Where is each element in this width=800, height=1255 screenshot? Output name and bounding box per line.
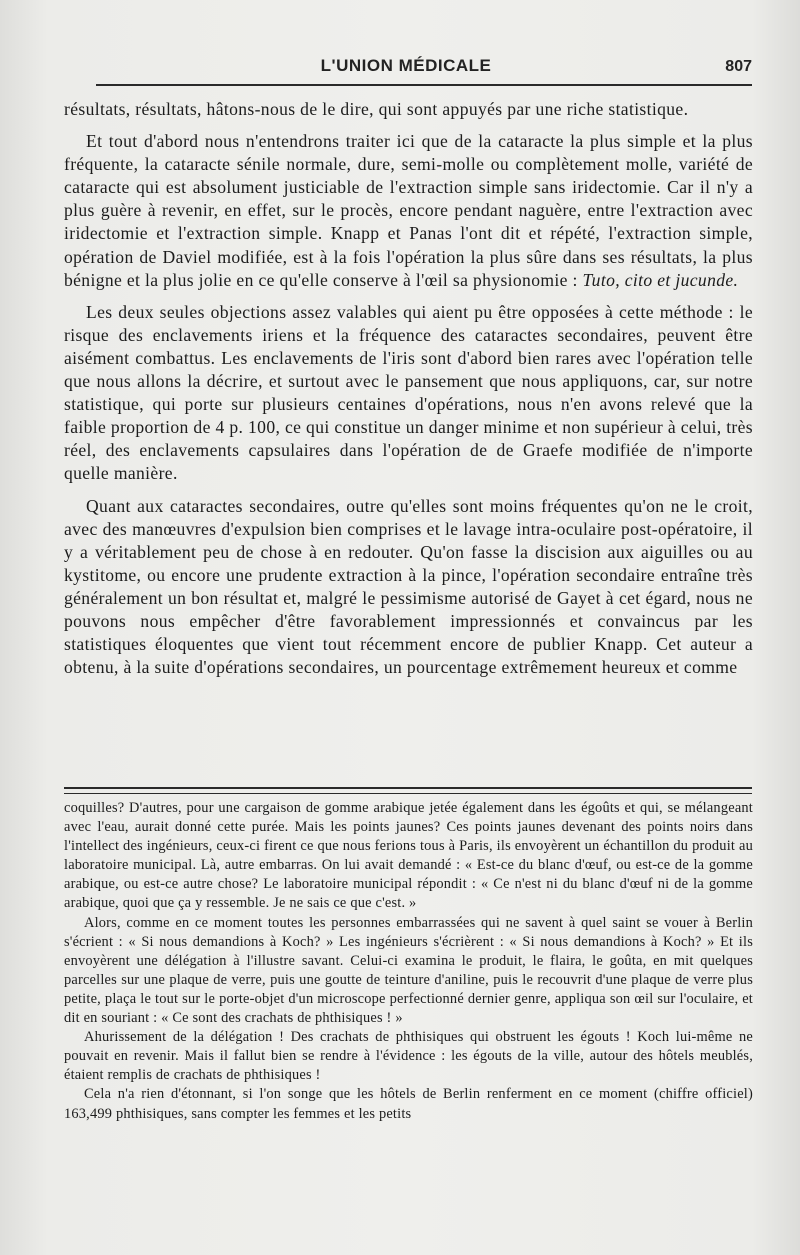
footnote-paragraph: Alors, comme en ce moment toutes les personnes embarrassées qui ne savent à quel saint se vouer à Berlin s'écrient : « Si nous demandions à Koch? » Les ingénieurs s'écrièrent : « Si nous demandions à Koch? » Et ils envoyèrent une délégation à l'illustre savant. Celui-ci examina le produit, le flaira, le goûta, en mit quelques parcelles sur une plaque de verre, puis une goutte de teinture d'aniline, puis le recouvrit d'une plaque de verre plus petite, plaça le tout sur le porte-objet d'un microscope perfectionné dernier genre, appliqua son œil sur l'oculaire, et dit en souriant : « Ce sont des crachats de phthisiques ! » [64,914,753,1027]
footnote-paragraph: Ahurissement de la délégation ! Des crachats de phthisiques qui obstruent les égouts ! Koch lui-même ne pouvait en revenir. Mais il fallut bien se rendre à l'évidence : les égouts de la ville, autour des hôtels meublés, étaient remplis de crachats de phthisiques ! [64,1029,753,1084]
main-text [64,98,753,679]
paragraph: Les deux seules objections assez valables qui aient pu être opposées à cette méthode : le risque des enclavements iriens et la fréquence des cataractes secondaires, peuvent être aisément combattus. Les enclavements de l'iris sont d'abord bien rares avec l'opération telle que nous allons la décrire, et surtout avec le pansement que nous appliquons, car, sur notre statistique, qui porte sur plusieurs centaines d'opérations, nous n'en avons relevé que la faible proportion de 4 p. 100, ce qui constitue un danger minime et non supérieur à celui, très réel, des enclavements capsulaires dans l'opération de de Graefe modifiée de n'importe quelle manière. [64,301,753,484]
paragraph: résultats, résultats, hâtons-nous de le dire, qui sont appuyés par une riche statistique. [64,99,689,119]
paragraph [64,130,753,292]
running-header [60,56,752,86]
footnote [64,799,753,1124]
header-rule [96,84,752,86]
footnote-separator [64,787,752,794]
paragraph: Quant aux cataractes secondaires, outre qu'elles sont moins fréquentes qu'on ne le croit, avec des manœuvres d'expulsion bien comprises et le lavage intra-oculaire post-opératoire, il y a véritablement peu de chose à en redouter. Qu'on fasse la discision aux aiguilles ou au kystitome, ou encore une prudente extraction à la pince, l'opération secondaire entraîne très généralement un bon résultat et, malgré le pessimisme autorisé de Gayet à cet égard, nous ne pouvons nous empêcher d'être favorablement impressionnés et convaincus par les statistiques éloquentes que vient tout récemment encore de publier Knapp. Cet auteur a obtenu, à la suite d'opérations secondaires, un pourcentage extrêmement heureux et comme [64,495,753,678]
footnote-paragraph: Cela n'a rien d'étonnant, si l'on songe que les hôtels de Berlin renferment en ce moment (chiffre officiel) 163,499 phthisiques, sans compter les femmes et les petits [64,1086,753,1122]
paragraph-text: Et tout d'abord nous n'entendrons traiter ici que de la cataracte la plus simple et la plus fréquente, la cataracte sénile normale, dure, semi-molle ou complètement molle, variété de cataracte qui est absolument justiciable de l'extraction simple sans iridectomie. Car il n'y a plus guère à revenir, en effet, sur le procès, encore pendant naguère, entre l'extraction avec iridectomie et l'extraction simple. Knapp et Panas l'ont dit et répété, l'extraction simple, opération de Daviel modifiée, est à la fois l'opération la plus sûre dans ses résultats, la plus bénigne et la plus jolie en ce qu'elle conserve à l'œil sa physionomie : [64,131,753,290]
footnote-paragraph: coquilles? D'autres, pour une cargaison de gomme arabique jetée également dans les égoûts et qui, se mélangeant avec l'eau, aurait donné cette purée. Mais les points jaunes? Ces points jaunes devenant des points noirs dans l'intellect des ingénieurs, ceux-ci firent ce que nous ferions tous à Paris, ils envoyèrent un échantillon du produit au laboratoire municipal. Là, autre embarras. On lui avait demandé : « Est-ce du blanc d'œuf, ou est-ce de la gomme arabique, ou est-ce autre chose? Le laboratoire municipal répondit : « Ce n'est ni du blanc d'œuf ni de la gomme arabique, quoi que ça y ressemble. Je ne sais ce que c'est. » [64,800,753,912]
latin-motto: Tuto, cito et jucunde. [582,269,739,290]
journal-title: L'UNION MÉDICALE [320,56,492,75]
page-number: 807 [725,58,752,75]
